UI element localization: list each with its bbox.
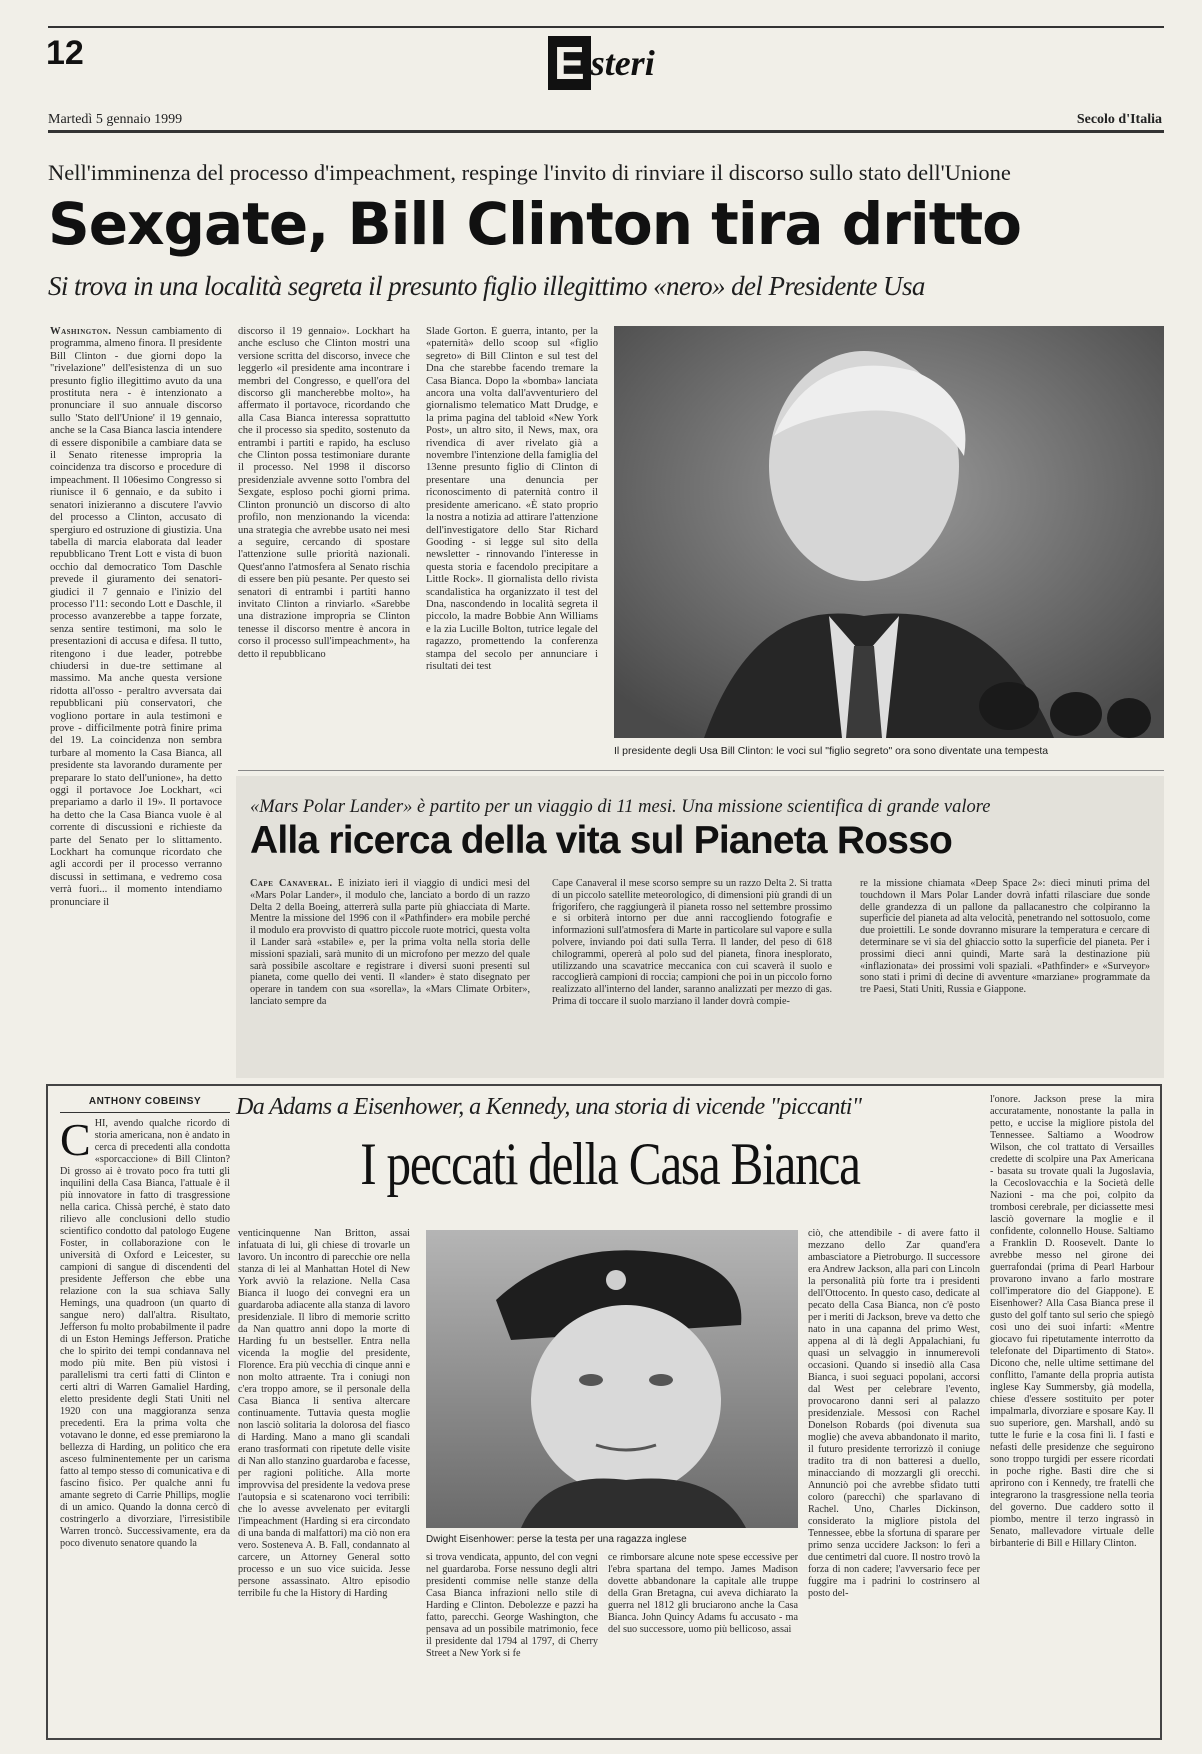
story3-column-2 <box>238 1228 410 1730</box>
eisenhower-photo-image <box>426 1230 798 1528</box>
section-rest: steri <box>590 43 655 83</box>
story2-col1-text: È iniziato ieri il viaggio di undici mesi del «Mars Polar Lander», il modulo che, lanciato a bordo di un razzo Delta 2 della Boeing, atterrerà sulla parte più ghiacciata di Marte. Mentre la missione del 1996 con il «Pathfinder» era mobile perché il modulo era provvisto di quattro piccole ruote motrici, questa volta il Lander sarà «stabile» e, per la prima volta nella storia delle missioni spaziali, sarà munito di un microfono per mezzo del quale sarà possibile ascoltare e registrare i diversi suoni presenti sul pianeta, come quello dei venti. Il «lander» è stato disegnato per operare in tandem con sua «sorella», la «Mars Climate Orbiter», lanciato sempre da <box>250 878 530 1007</box>
clinton-photo-image <box>614 326 1164 738</box>
page-number: 12 <box>46 34 84 72</box>
story1-column-2 <box>238 326 410 760</box>
story3-col3-text: si trova vendicata, appunto, del con vegni nel guardaroba. Forse nessuno degli altri presidenti commise nelle stanze della Casa Bianca infrazioni nello stile di Harding e Clinton. Debolezze e pazzi ha fatto, parecchi. George Washington, che pensava ad un possibile matrimonio, fece il presidente dal 1794 al 1797, di Cherry Street a New York si fe <box>426 1552 598 1659</box>
story1-col3-text: Slade Gorton. È guerra, intanto, per la «paternità» dello scoop sul «figlio segreto» di Bill Clinton e sul test del Dna che starebbe facendo tremare la Casa Bianca. Dopo la «bomba» lanciata ancora una volta dall'avventuriero del giornalismo telematico Matt Drudge, e la prima pagina del tabloid «New York Post», un altro sito, il News, max, ora rivendica di aver rivelato già a novembre l'intenzione della famiglia del 13enne presunto figlio di Clinton di presentare una denuncia per riconoscimento di paternità contro il presidente americano. «È stato proprio la nostra a notizia ad attirare l'attenzione dell'investigatore dello Star Richard Gooding - si legge sul sito della newsletter - rinnovando l'interesse in questa storia e facendolo precipitare a Little Rock». Il giornalista dello rivista scandalistica ha organizzato il test del Dna, nascondendo in località segreta il piccolo, la madre Bobbie Ann Williams e la zia Lucille Bolton, tutrice legale del ragazzo, promettendo la conferenza stampa del secolo per annunciare i risultati dei test <box>426 326 598 672</box>
story3-col2-text: venticinquenne Nan Britton, assai infatuata di lui, gli chiese di trovarle un lavoro. Un incontro di parecchie ore nella stanza di lei al Manhattan Hotel di New York avviò la relazione. Nella Casa Bianca il luogo dei convegni era un guardaroba adiacente alla stanza di lavoro presidenziale. Il libro di memorie scritto da Nan quattro anni dopo la morte di Harding fu un bestseller. Entra nella vicenda la moglie del presidente, Florence. Era più vecchia di cinque anni e non molto attraente. Tra i coniugi non c'era troppo amore, se il personale della Casa Bianca li sentiva altercare continuamente. Tuttavia questa moglie non lasciò solitaria la dolorosa del fiasco di Harding. Mano a mano gli scandali erano trasformati con ripetute delle visite di Nan allo stanzino guardaroba e facesse, per ragioni politiche. Alla morte improvvisa del presidente la vedova prese l'autopsia e si scatenarono voci terribili: che lo avesse avvelenato per evitargli l'impeachment (Harding si era circondato di una banda di malfattori) ma ciò non era vero. Sosteneva A. B. Fall, condannato al carcere, un Attorney General sotto processo e un suo vice suicida. Jesse persone assassinato. Altro episodio terribile fu che la History di Harding <box>238 1228 410 1599</box>
story3-column-6 <box>990 1094 1154 1730</box>
story3-dropcap: C <box>60 1118 91 1165</box>
story3-col1-text: HI, avendo qualche ricordo di storia americana, non è andato in cerca di precedenti alla condotta «sporcaccione» di Bill Clinton? Di grosso ai è trovato poco fra tutti gli inquilini della Casa Bianca, l'attuale è il più innovatore in fatto di trasgressione nella carica. Chissà perché, è stato dato rilievo alle conclusioni dello studio scientifico condotto dal patologo Eugene Foster, in collaborazione con le università di Oxford e Leicester, su campioni di sangue di discendenti del presidente Jefferson che ebbe una relazione con la sua schiava Sally Hemings, una quadroon (un quarto di sangue nero) dall'altra. Risultato, Jefferson fu molto probabilmente il padre di un Eston Hemings Jefferson. Pratiche che lo spirito dei tempi condannava nel modo più mite. Ben più vistosi i parallelismi tra certi fatti di Clinton e certi altri di Warren Gamaliel Harding, eletto presidente degli Stati Uniti nel 1920 con una maggioranza senza precedenti. Era la prima volta che votavano le donne, ed esse premiarono la bellezza di Harding, un politico che era asceso fulminentemente per un carisma fatto al tempo stesso di comunicativa e di fascino fisico. Per qualche anni fu amante segreto di Carrie Phillips, moglie di un amico. Quando la donna cercò di costringerlo a divorziare, l'irresistibile Warren troncò. Successivamente, era da poco divenuto senatore quando la <box>60 1118 230 1549</box>
issue-date: Martedì 5 gennaio 1999 <box>48 112 183 127</box>
section-initial: E <box>548 36 591 90</box>
eisenhower-photo <box>426 1230 798 1528</box>
story2-column-3 <box>860 878 1150 1066</box>
story2-column-1 <box>250 878 530 1066</box>
header-rule <box>48 130 1164 133</box>
top-rule <box>48 26 1164 28</box>
story2-kicker: «Mars Polar Lander» è partito per un viaggio di 11 mesi. Una missione scientifica di grande valore <box>250 797 991 817</box>
story1-dateline: Washington. <box>50 326 112 337</box>
story3-col4-text: ce rimborsare alcune note spese eccessive per l'ebra spartana del tempo. James Madison dovette abbandonare la capitale alle truppe della Gran Bretagna, cui aveva dichiarato la guerra nel 1812 gli bruciarono anche la Casa Bianca. John Quincy Adams fu accusato - ma del suo successore, uomo più bellicoso, assai <box>608 1552 798 1635</box>
story3-column-5 <box>808 1228 980 1730</box>
byline-rule <box>60 1112 230 1113</box>
story1-col2-text: discorso il 19 gennaio». Lockhart ha anche escluso che Clinton mostri una versione scritta del discorso, invece che leggerlo «il presidente ama incontrare i membri del Congresso, e quell'ora del discorso gli mancherebbe molto», ha affermato il portavoce, ricordando che alla Casa Bianca interessa soprattutto che il processo sia spedito, sostenuto da entrambi i partiti e rapido, ha escluso che Clinton possa testimoniare durante il processo. Nel 1998 il discorso presidenziale avvenne sotto l'ombra del Sexgate, esploso pochi giorni prima. Clinton pronunciò un discorso di alto profilo, non menzionando la vicenda: una strategia che avrebbe usato nei mesi a seguire, cercando di spostare l'attenzione sulle priorità nazionali. Quest'anno l'atmosfera al Senato rischia di essere ben più pesante. Per questo sei senatori di entrambi i partiti hanno invitato Clinton a rinviarlo. «Sarebbe una distrazione impropria se Clinton tenesse il discorso mentre è ancora in corso il processo sull'impeachment», ha detto il repubblicano <box>238 326 410 660</box>
section-title <box>548 36 655 92</box>
story3-col5-text: ciò, che attendibile - di avere fatto il mezzano dello Zar quand'era ambasciatore a Pietroburgo. Il successore era Andrew Jackson, alla pari con Lincoln la personalità più forte tra i presidenti dell'Ottocento. In questo caso, dedicate al pecato della Casa Bianca, non c'è posto per i meriti di Jackson, breve va detto che nato in una capanna del primo West, appena al di là degli Appalachiani, fu quasi un selvaggio in innumerevoli occasioni. Quando si insediò alla Casa Bianca, i suoi seguaci popolani, accorsi dal West per celebrare l'evento, provocarono danni seri al palazzo presidenziale. Messosi con Rachel Donelson Robards (poi divenuta sua moglie) che aveva abbandonato il marito, il futuro presidente terrorizzò il coniuge tradito tra di non batteresi a duello, minacciando di mozzargli gli orecchi. Annunciò poi che avrebbe sfidato tutti coloro (parecchi) che sparlavano di Rachel. Uno, Charles Dickinson, considerato la migliore pistola del Tennessee, ebbe la sfortuna di sparare per primo senza uccidere Jackson: lo ferì a due centimetri dal cuore. Il nostro trovò la forza di non cadere; l'avversario fece per fuggire ma i padrini lo costrinsero al posto del- <box>808 1228 980 1599</box>
story3-col6-text: l'onore. Jackson prese la mira accuratamente, nonostante la palla in petto, e uccise la migliore pistola del Tennessee. Saltiamo a Woodrow Wilson, che col trattato di Versailles credette di scolpire una Pax Americana - basata su trovate quali la Jugoslavia, la Cecoslovacchia e la Società delle Nazioni - ma che poi, colpito da trombosi cerebrale, per diciassette mesi lasciò governare la moglie e il confidente, colonnello House. Saltiamo a Franklin D. Roosevelt. Dante lo avrebbe messo nel girone dei guerrafondai (prima di Pearl Harbour provarono invano a farlo mostrare coll'imperatore dio del Giappone). E Eisenhower? Alla Casa Bianca prese il gusto del golf tanto sul serio che spiegò così uno dei suoi infarti: «Mentre giocavo fui ripetutamente interrotto da telefonate del Dipartimento di Stato». Dicono che, nelle ultime settimane del conflitto, l'amante della propria autista inglese Kay Summersby, già modella, chiese d'essere sostituito per poter impalmarla, divorziare e sposare Kay. Il suo superiore, gen. Marshall, andò su tutte le furie e la cosa finì lì. I fasti e nefasti delle presidenze che seguirono sono troppo turgidi per essere ricordati in poche righe. Basti dire che si aprirono con i Kennedy, tre fratelli che integrarono la trasgressione nella teoria del governo. Due caddero sotto il piombo, mentre il terzo ingrassò in Senato, mallevadore virtuale delle birbanterie di Bill e Hillary Clinton. <box>990 1094 1154 1549</box>
story3-column-1 <box>60 1118 230 1730</box>
story1-column-3 <box>426 326 598 760</box>
story1-kicker: Nell'imminenza del processo d'impeachment, respinge l'invito di rinviare il discorso sullo stato dell'Unione <box>48 160 1011 185</box>
story2-headline: Alla ricerca della vita sul Pianeta Rosso <box>250 819 953 862</box>
story3-byline: ANTHONY COBEINSY <box>88 1096 202 1107</box>
story3-kicker: Da Adams a Eisenhower, a Kennedy, una storia di vicende "piccanti" <box>236 1094 862 1120</box>
story2-col2-text: Cape Canaveral il mese scorso sempre su un razzo Delta 2. Si tratta di un piccolo satellite meteorologico, di dimensioni più grandi di un frigorifero, che raggiungerà il pianeta rosso nel settembre prossimo e si orbiterà intorno per due anni raccogliendo fotografie e informazioni sull'atmosfera di Marte in particolare sul vapore e sulla polvere, inviando poi dati sulla Terra. Il lander, del peso di 618 chilogrammi, opererà al polo sud del pianeta, finora inesplorato, utilizzando una scavatrice meccanica con cui scaverà il suolo e raccoglierà campioni di roccia; campioni che poi in un piccolo forno realizzato all'interno del lander, saranno analizzati per mezzo di gas. Prima di toccare il suolo marziano il lander dovrà compie- <box>552 878 832 1007</box>
story3-column-3 <box>426 1552 598 1730</box>
story2-col3-text: re la missione chiamata «Deep Space 2»: dieci minuti prima del touchdown il Mars Polar Lander dovrà infatti rilasciare due sonde delle grandezza di un pallone da pallacanestro che colpiranno la superficie del pianeta ad alta velocità, penetrando nel sottosuolo, come due proiettili. Le sonde dovranno misurare la temperatura e cercare di determinare se vi sia del ghiaccio sotto la superficie del pianeta. Per i prossimi dieci anni quindi, Marte sarà la destinazione più «inflazionata» dei prossimi voli spaziali. «Pathfinder» e «Surveyor» sono stati i primi di decine di avventure «marziane» programmate da tre Paesi, Stati Uniti, Russia e Giappone. <box>860 878 1150 996</box>
eisenhower-photo-caption: Dwight Eisenhower: perse la testa per una ragazza inglese <box>426 1534 687 1545</box>
story1-subhead: Si trova in una località segreta il presunto figlio illegittimo «nero» del Presidente Usa <box>48 271 925 301</box>
story1-bottom-rule <box>238 770 1164 771</box>
clinton-photo <box>614 326 1164 738</box>
story1-col1-text: Nessun cambiamento di programma, almeno finora. Il presidente Bill Clinton - due giorni dopo la "rivelazione" dell'esistenza di un suo presunto figlio illegittimo avuto da una prostituta nera - è intenzionato a pronunciare il suo annuale discorso sullo 'Stato dell'Unione' il 19 gennaio, anche se la Casa Bianca lascia intendere di essere disponibile a cambiare data se il Senato ritenesse impropria la coincidenza tra discorso e procedure di impeachment. Il 106esimo Congresso si riunisce il 6 gennaio, e da subito i senatori inizieranno a discutere l'avvio del processo a Clinton, accusato di spergiuro ed ostruzione di giustizia. Una tabella di marcia elaborata dal leader repubblicano Trent Lott e vista di buon occhio dal democratico Tom Daschle prevede il giuramento dei senatori-giudici il 7 gennaio e l'inizio del processo l'11: secondo Lott e Daschle, il processo avanzerebbe a tappe forzate, senza sentire testimoni, ma solo le presentazioni di accusa e difesa. Il tutto, ritengono i due leader, potrebbe chiudersi in due-tre settimane al massimo. Ma anche questa versione ridotta all'osso - peraltro avversata dai repubblicani più conservatori, che vogliono portare in aula testimoni e prove - difficilmente potrà finire prima del 19. La coincidenza non sembra turbare al momento la Casa Bianca, all presidente sta lavorando duramente per preparare lo stato dell'unione», ha detto oggi il portavoce Joe Lockhart, «ci prepariamo a darlo il 19». Il portavoce ha detto che la Casa Bianca vuole è al corrente di discussioni e richieste da parte del Senato per lo slittamento. Lockhart ha comunque ricordato che agli accordi per il processo verranno discussi in settimana, e vedremo cosa verrà fuori... il momento intendiamo pronunciare il <box>50 326 222 908</box>
story3-headline: I peccati della Casa Bianca <box>360 1131 860 1197</box>
story2-column-2 <box>552 878 832 1066</box>
story2-dateline: Cape Canaveral. <box>250 878 333 889</box>
story1-headline: Sexgate, Bill Clinton tira dritto <box>48 190 1022 258</box>
story3-column-4 <box>608 1552 798 1730</box>
clinton-photo-caption: Il presidente degli Usa Bill Clinton: le voci sul "figlio segreto" ora sono diventate una tempesta <box>614 745 1049 757</box>
newspaper-name: Secolo d'Italia <box>1076 112 1162 127</box>
